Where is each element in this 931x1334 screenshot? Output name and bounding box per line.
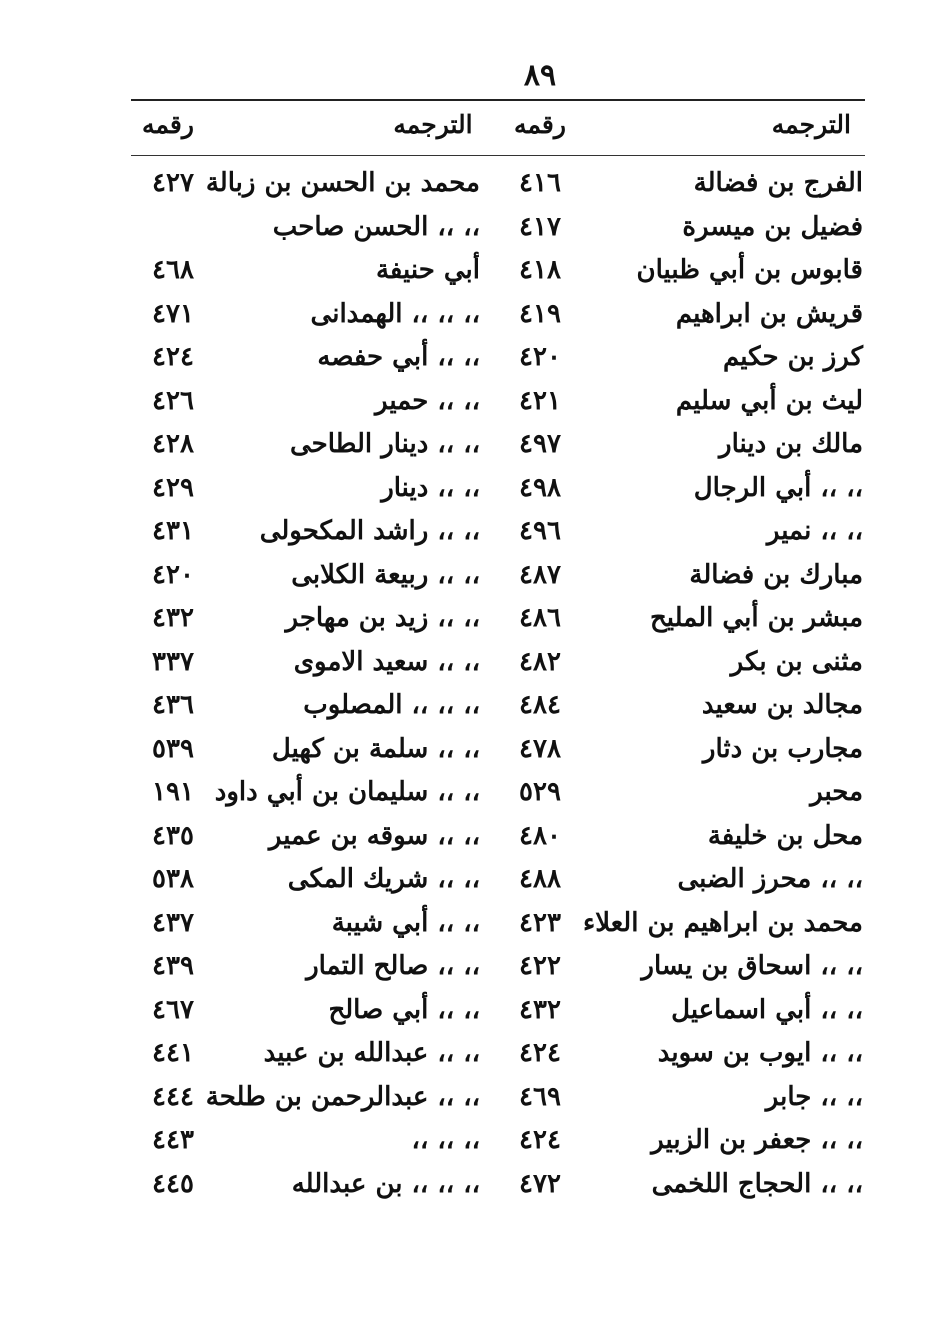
- table-row: [0, 1074, 931, 1118]
- entry-name-left: ،، ،، ،،: [411, 1125, 480, 1155]
- entry-name-right: فضيل بن ميسرة: [682, 211, 863, 242]
- entry-number-right: ٤٢١: [519, 385, 561, 416]
- entry-name-right: ،، ،، الحجاج اللخمى: [651, 1168, 863, 1199]
- entry-name-left: ،، ،، ،، المصلوب: [303, 690, 480, 720]
- entry-name-right: ،، ،، جابر: [765, 1081, 863, 1112]
- entry-number-left: ٤٦٨: [152, 255, 194, 285]
- entry-name-left: ،، ،، سوقه بن عمير: [268, 820, 480, 851]
- entry-number-left: ٤٤٥: [152, 1168, 194, 1199]
- index-table: [0, 160, 931, 1204]
- entry-name-right: مبارك بن فضالة: [689, 559, 863, 590]
- entry-number-left: ٤٣٦: [152, 690, 194, 720]
- entry-number-right: ٤٩٦: [519, 516, 561, 546]
- entry-name-right: مجالد بن سعيد: [701, 690, 863, 720]
- header-number-left: رقمه: [142, 110, 194, 139]
- entry-name-left: ،، ،، سليمان بن أبي داود: [214, 777, 480, 807]
- entry-name-right: ليث بن أبي سليم: [675, 385, 863, 416]
- entry-name-left: ،، ،، أبي حفصه: [317, 342, 480, 372]
- table-row: [0, 987, 931, 1031]
- entry-number-right: ٤٨٠: [519, 820, 561, 851]
- entry-name-right: ،، ،، أبي الرجال: [693, 472, 863, 503]
- entry-name-left: ،، ،، عبدالرحمن بن طلحة: [205, 1081, 480, 1112]
- entry-number-right: ٤٢٢: [519, 951, 561, 981]
- entry-number-left: ٤٢٨: [152, 429, 194, 459]
- entry-number-right: ٤٨٨: [519, 864, 561, 894]
- entry-name-left: ،، ،، ،، الهمدانى: [310, 298, 480, 329]
- entry-number-left: ٤٤٣: [152, 1125, 194, 1155]
- table-row: [0, 204, 931, 248]
- entry-name-right: ،، ،، نمير: [766, 516, 863, 546]
- entry-number-left: ٤٢٠: [152, 559, 194, 590]
- entry-number-left: ٤٣١: [152, 516, 194, 546]
- table-row: [0, 160, 931, 204]
- entry-name-right: الفرج بن فضالة: [693, 168, 863, 198]
- entry-name-right: محمد بن ابراهيم بن العلاء: [583, 907, 863, 938]
- top-rule: [131, 99, 865, 101]
- page-number: ٨٩: [523, 58, 557, 93]
- entry-name-right: ،، ،، محرز الضبى: [677, 864, 863, 894]
- entry-name-right: ،، ،، اسحاق بن يسار: [641, 951, 863, 981]
- entry-number-right: ٤٨٦: [519, 603, 561, 633]
- entry-number-right: ٥٢٩: [519, 777, 561, 807]
- entry-number-left: ٤٦٧: [152, 994, 194, 1025]
- entry-name-right: قريش بن ابراهيم: [675, 298, 863, 329]
- entry-number-left: ٤٣٧: [152, 907, 194, 938]
- table-row: [0, 465, 931, 509]
- entry-name-left: ،، ،، سعيد الاموى: [293, 646, 480, 677]
- entry-number-right: ٤٢٤: [519, 1038, 561, 1068]
- entry-name-left: ،، ،، صالح التمار: [306, 951, 480, 981]
- entry-number-right: ٤٢٤: [519, 1125, 561, 1155]
- entry-number-right: ٤١٨: [519, 255, 561, 285]
- entry-number-right: ٤١٧: [519, 211, 561, 242]
- entry-name-left: ،، ،، راشد المكحولى: [259, 516, 480, 546]
- entry-number-left: ٤٤٤: [152, 1081, 194, 1112]
- entry-number-right: ٤٩٨: [519, 472, 561, 503]
- entry-name-left: ،، ،، سلمة بن كهيل: [271, 733, 480, 764]
- entry-number-right: ٤٧٢: [519, 1168, 561, 1199]
- entry-number-left: ١٩١: [152, 777, 194, 807]
- entry-name-left: محمد بن الحسن بن زبالة: [205, 168, 480, 198]
- table-row: [0, 639, 931, 683]
- table-row: [0, 247, 931, 291]
- entry-name-right: محبر: [810, 777, 863, 807]
- entry-name-left: أبي حنيفة: [375, 255, 480, 285]
- table-row: [0, 421, 931, 465]
- table-row: [0, 943, 931, 987]
- entry-name-right: ،، ،، أبي اسماعيل: [671, 994, 863, 1025]
- entry-number-left: ٥٣٨: [152, 864, 194, 894]
- entry-name-left: ،، ،، أبي شيبة: [331, 907, 480, 938]
- entry-name-right: محل بن خليفة: [707, 820, 863, 851]
- entry-name-right: مالك بن دينار: [719, 429, 863, 459]
- entry-number-left: ٣٣٧: [152, 646, 194, 677]
- entry-number-left: ٤٢٧: [152, 168, 194, 198]
- table-row: [0, 595, 931, 639]
- header-rule: [131, 155, 865, 156]
- entry-number-left: ٤٣٥: [152, 820, 194, 851]
- entry-number-left: ٤٣٢: [152, 603, 194, 633]
- entry-name-left: ،، ،، عبدالله بن عبيد: [263, 1038, 480, 1068]
- entry-number-right: ٤٧٨: [519, 733, 561, 764]
- entry-number-right: ٤٢٣: [519, 907, 561, 938]
- entry-name-right: ،، ،، ايوب بن سويد: [657, 1038, 863, 1068]
- entry-number-right: ٤٨٧: [519, 559, 561, 590]
- entry-name-right: قابوس بن أبي ظبيان: [636, 255, 863, 285]
- table-row: [0, 900, 931, 944]
- entry-number-left: ٤٢٦: [152, 385, 194, 416]
- entry-name-left: ،، ،، دينار الطاحى: [290, 429, 480, 459]
- entry-number-right: ٤٢٠: [519, 342, 561, 372]
- entry-number-left: ٥٣٩: [152, 733, 194, 764]
- entry-number-left: ٤٤١: [152, 1038, 194, 1068]
- entry-name-right: كرز بن حكيم: [723, 342, 863, 372]
- entry-name-left: ،، ،، حمير: [375, 385, 480, 416]
- table-row: [0, 1030, 931, 1074]
- entry-name-left: ،، ،، ،، بن عبدالله: [291, 1168, 480, 1199]
- table-row: [0, 291, 931, 335]
- entry-number-right: ٤٦٩: [519, 1081, 561, 1112]
- header-name-left: الترجمه: [393, 110, 473, 139]
- entry-name-left: ،، ،، دينار: [381, 472, 480, 503]
- entry-number-right: ٤١٦: [519, 168, 561, 198]
- entry-number-right: ٤١٩: [519, 298, 561, 329]
- entry-name-left: ،، ،، أبي صالح: [328, 994, 480, 1025]
- table-row: [0, 682, 931, 726]
- entry-number-left: ٤٢٤: [152, 342, 194, 372]
- header-name-right: الترجمه: [771, 110, 851, 139]
- table-row: [0, 1161, 931, 1205]
- entry-name-left: ،، ،، شريك المكى: [287, 864, 480, 894]
- entry-name-right: مبشر بن أبي المليح: [649, 603, 863, 633]
- entry-number-left: ٤٧١: [152, 298, 194, 329]
- table-row: [0, 552, 931, 596]
- entry-name-right: مثنى بن بكر: [730, 646, 863, 677]
- entry-number-right: ٤٩٧: [519, 429, 561, 459]
- table-row: [0, 726, 931, 770]
- table-row: [0, 769, 931, 813]
- entry-number-right: ٤٣٢: [519, 994, 561, 1025]
- table-row: [0, 378, 931, 422]
- entry-number-right: ٤٨٤: [519, 690, 561, 720]
- entry-name-right: ،، ،، جعفر بن الزبير: [651, 1125, 863, 1155]
- table-row: [0, 856, 931, 900]
- entry-name-left: ،، ،، الحسن صاحب: [272, 211, 480, 242]
- table-row: [0, 813, 931, 857]
- header-number-right: رقمه: [514, 110, 566, 139]
- entry-name-left: ،، ،، زيد بن مهاجر: [285, 603, 480, 633]
- entry-number-left: ٤٣٩: [152, 951, 194, 981]
- table-row: [0, 334, 931, 378]
- entry-number-right: ٤٨٢: [519, 646, 561, 677]
- table-row: [0, 1117, 931, 1161]
- entry-name-right: مجارب بن دثار: [702, 733, 863, 764]
- entry-number-left: ٤٢٩: [152, 472, 194, 503]
- table-row: [0, 508, 931, 552]
- entry-name-left: ،، ،، ربيعة الكلابى: [291, 559, 480, 590]
